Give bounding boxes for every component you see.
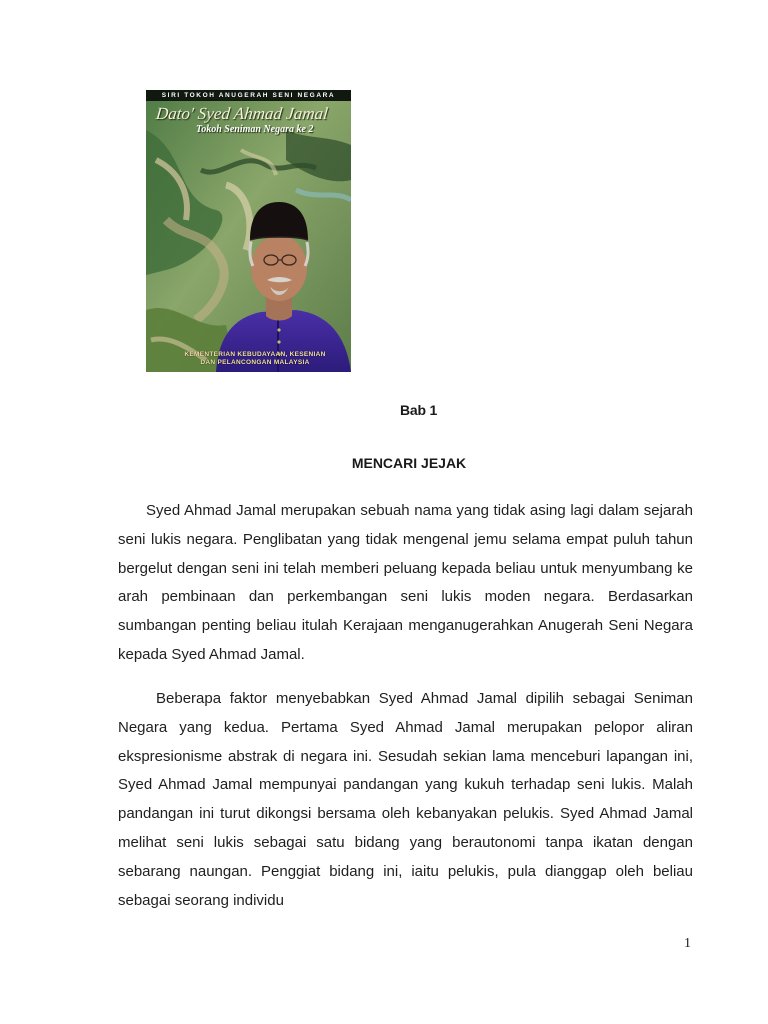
cover-series-label: SIRI TOKOH ANUGERAH SENI NEGARA	[146, 90, 351, 101]
chapter-title: MENCARI JEJAK	[351, 455, 467, 471]
cover-subtitle: Tokoh Seniman Negara ke 2	[196, 124, 314, 135]
cover-publisher: KEMENTERIAN KEBUDAYAAN, KESENIAN DAN PELANCONGAN MALAYSIA	[184, 351, 326, 366]
book-cover-image	[146, 90, 351, 372]
page-number: 1	[684, 936, 691, 951]
cover-name-title: Dato' Syed Ahmad Jamal	[155, 104, 329, 123]
paragraph-1: Syed Ahmad Jamal merupakan sebuah nama yang tidak asing lagi dalam sejarah seni lukis negara. Penglibatan yang tidak mengenal jemu selama empat puluh tahun bergelut dengan seni ini telah memberi peluang kepada beliau untuk menyumbang ke arah pembinaan dan perkembangan seni lukis moden negara. Berdasarkan sumbangan penting beliau itulah Kerajaan menganugerahkan Anugerah Seni Negara kepada Syed Ahmad Jamal.	[118, 502, 693, 663]
paragraph-2: Beberapa faktor menyebabkan Syed Ahmad Jamal dipilih sebagai Seniman Negara yang kedua. Pertama Syed Ahmad Jamal merupakan pelopor aliran ekspresionisme abstrak di negara ini. Sesudah sekian lama menceburi lapangan ini, Syed Ahmad Jamal mempunyai pandangan yang kukuh terhadap seni lukis. Malah pandangan ini turut dikongsi bersama oleh kebanyakan pelukis. Syed Ahmad Jamal melihat seni lukis sebagai satu bidang yang berautonomi tanpa ikatan dengan sebarang naungan. Penggiat bidang ini, iaitu pelukis, pula dianggap oleh beliau sebagai seorang individu	[118, 690, 693, 909]
chapter-label: Bab 1	[400, 402, 438, 418]
